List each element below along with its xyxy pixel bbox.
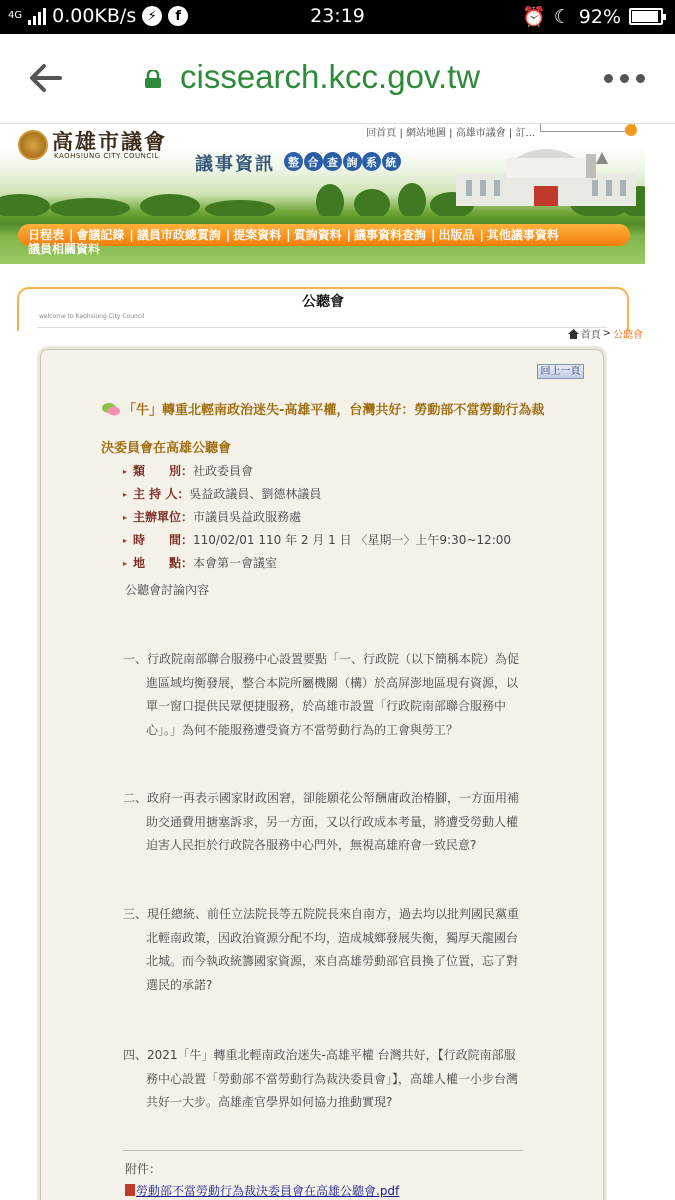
main-nav [28,228,628,256]
hearing-info [123,460,511,575]
discussion-item-text: 四、2021「牛」轉重北輕南政治迷失-高雄平權 台灣共好，【行政院南部服務中心設置「勞動部不當勞動行為裁決委員會」】，高雄人權一小步台灣共好一大步。高雄產官學界如何協力推動實現? [123,1048,519,1109]
system-subtitle-char: 查 [323,152,342,171]
welcome-text: welcome to Kaohsiung City Council [39,313,145,320]
page-header [17,287,629,331]
info-label: 類 別： [133,464,194,478]
nav-item[interactable]: 質詢資料 [293,228,342,242]
discussion-heading: 公聽會討論內容 [125,583,210,597]
discussion-item [123,903,525,997]
info-row [123,460,511,483]
breadcrumb-current: 公聽會 [613,330,643,341]
data-speed: 0.00KB/s [52,5,137,27]
nav-separator: | [346,228,352,242]
info-row [123,506,511,529]
info-row [123,529,511,552]
system-subtitle-char: 統 [382,152,401,171]
back-button[interactable]: 回上一頁 [537,364,584,379]
system-subtitle-char: 合 [304,152,323,171]
bullet-icon: ▸ [123,559,128,568]
page-title: 公聽會 [302,294,344,310]
nav-separator: | [479,228,484,242]
hearing-title-row [101,392,556,468]
info-value: 110/02/01 110 年 2 月 1 日 〈星期一〉上午9:30~12:00 [193,533,512,547]
bullet-icon: ▸ [123,536,128,545]
nav-item[interactable]: 議事資料查詢 [354,228,427,242]
discussion-item-text: 三、現任總統、前任立法院長等五院院長來自南方，過去均以批判國民黨重北輕南政策，因政治資源分配不均，造成城鄉發展失衡，獨厚天龍國台北城。而今執政統籌國家資源，來自高雄勞動部官員換了位置，忘了對選民的承諾? [123,907,520,992]
nav-item[interactable]: 日程表 [28,228,65,242]
system-subtitle-char: 系 [362,152,381,171]
bullet-icon: ▸ [123,467,128,476]
nav-separator: | [225,228,231,242]
council-building-illustration [446,144,645,206]
info-row [123,483,511,506]
info-label: 主辦單位： [133,510,194,524]
breadcrumb-separator: > [602,328,611,339]
nav-separator: | [129,228,134,242]
info-label: 時 間： [133,533,194,547]
home-icon [568,329,579,339]
nav-separator: | [286,228,291,242]
system-subtitle-char: 詢 [343,152,362,171]
attachment-link[interactable] [125,1182,399,1199]
discussion-item [123,1044,525,1115]
bullet-icon: ▸ [123,513,128,522]
info-label: 地 點： [133,556,194,570]
search-icon[interactable] [625,124,637,136]
nav-separator: | [431,228,436,242]
nav-item[interactable]: 出版品 [438,228,475,242]
chat-bubble-icon [101,401,121,417]
battery-level [632,11,658,22]
bullet-icon: ▸ [123,490,128,499]
discussion-item [123,648,525,742]
pdf-icon [125,1184,135,1196]
shield-icon: ⚡ [142,6,162,26]
top-links[interactable]: 回首頁 | 網站地圖 | 高雄市議會 | 訂... [366,128,535,139]
system-title: 議事資訊 [195,154,275,175]
nav-item[interactable]: 會議記錄 [76,228,125,242]
nav-item[interactable]: 其他議事資料 [486,228,559,242]
lock-icon [143,70,163,88]
discussion-item-text: 一、行政院南部聯合服務中心設置要點「一、行政院（以下簡稱本院）為促進區域均衡發展，整合本院所屬機關（構）於高屏澎地區現有資源，以單一窗口提供民眾便捷服務，於高雄市設置「行政院南部聯合服務中心」。」為何不能服務遭受資方不當勞動行為的工會與勞工？ [123,652,520,737]
facebook-icon: f [168,6,188,26]
browser-toolbar [0,34,675,124]
hearing-title: 「牛」轉重北輕南政治迷失-高雄平權，台灣共好：勞動部不當勞動行為裁決委員會在高雄公聽會 [101,403,545,456]
council-logo-text[interactable]: 高雄市議會 [52,129,167,154]
nav-item[interactable]: 議員市政總質詢 [136,228,221,242]
discussion-item-text: 二、政府一再表示國家財政困窘，卻能願花公帑酬庸政治樁腳，一方面用補助交通費用搪塞訴求，另一方面，又以行政成本考量，將遭受勞動人權迫害人民拒於行政院各服務中心門外，無視高雄府會一致民意? [123,791,520,852]
address-bar[interactable]: cissearch.kcc.gov.tw [180,58,481,95]
overflow-menu-icon[interactable] [604,74,645,83]
info-value: 吳益政議員、劉德林議員 [189,487,322,501]
breadcrumb [568,326,643,341]
moon-icon: ☾ [553,5,571,28]
nav-item[interactable]: 提案資料 [233,228,282,242]
header-divider [37,327,607,328]
attachment-divider [123,1150,523,1151]
alarm-icon: ⏰ [522,6,546,28]
council-logo-english: KAOHSIUNG CITY COUNCIL [54,152,159,160]
info-value: 本會第一會議室 [193,556,278,570]
nav-separator: | [69,228,74,242]
hearing-detail-card [40,349,604,1200]
system-subtitle-char: 整 [284,152,303,171]
attachment-filename[interactable]: 勞動部不當勞動行為裁決委員會在高雄公聽會.pdf [136,1184,400,1198]
site-banner [0,124,645,264]
clock: 23:19 [310,5,365,27]
battery-percent: 92% [578,5,621,28]
site-search-input[interactable] [540,124,635,132]
network-type: 4G [8,10,23,21]
discussion-item [123,787,525,858]
status-bar [0,0,675,34]
council-seal-icon [18,130,48,160]
info-value: 市議員吳益政服務處 [193,510,302,524]
info-row [123,552,511,575]
back-arrow-icon[interactable] [26,60,66,96]
breadcrumb-home[interactable]: 首頁 [580,330,601,341]
info-label: 主 持 人： [133,487,190,501]
nav-item[interactable]: 議員相關資料 [28,242,101,256]
info-value: 社政委員會 [193,464,254,478]
attachment-label: 附件： [125,1162,162,1176]
battery-icon [629,8,663,25]
